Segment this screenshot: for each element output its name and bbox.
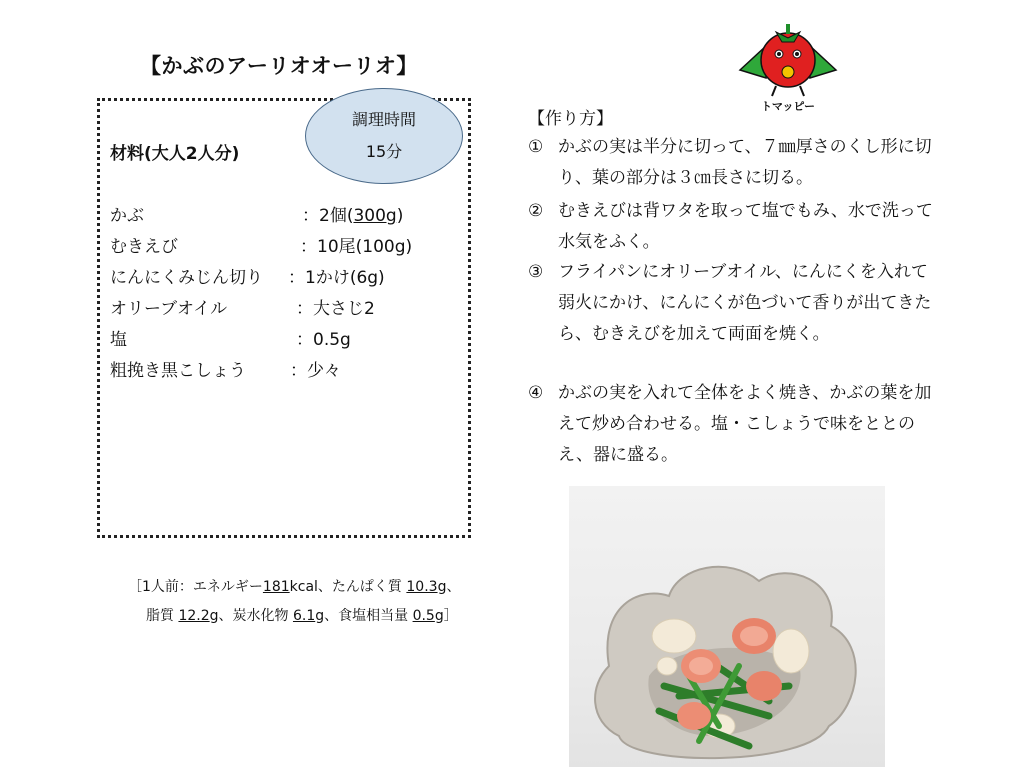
recipe-title: 【かぶのアーリオオーリオ】 <box>140 54 418 78</box>
cook-time-value: 15分 <box>365 142 403 161</box>
cook-time-badge <box>305 88 463 184</box>
step-text: かぶの実を入れて全体をよく焼き、かぶの葉を加えて炒め合わせる。塩・こしょうで味をととのえ、器に盛る。 <box>558 383 932 465</box>
nutrition-line-1: ［1人前：エネルギー181kcal、たんぱく質 10.3g、 <box>128 579 461 595</box>
step-text: フライパンにオリーブオイル、にんにくを入れて弱火にかけ、にんにくが色づいて香りが出てきたら、むきえびを加えて両面を焼く。 <box>558 262 932 344</box>
cook-time-label: 調理時間 <box>351 110 416 129</box>
ingredient-name: オリーブオイル <box>110 299 228 319</box>
ingredient-amount: ：0.5g <box>296 330 351 350</box>
steps-heading: 【作り方】 <box>528 109 613 129</box>
ingredient-amount: ：大さじ2 <box>296 299 375 319</box>
nutrition-protein: 10.3 <box>406 579 438 595</box>
ingredient-name: かぶ <box>110 206 144 226</box>
step-number: ③ <box>528 262 544 282</box>
step-text: かぶの実は半分に切って、７㎜厚さのくし形に切り、葉の部分は３㎝長さに切る。 <box>558 137 932 188</box>
nutrition-carbs: 6.1 <box>292 608 316 624</box>
ingredient-amount: ：10尾(100g) <box>300 237 413 257</box>
ingredient-name: にんにくみじん切り <box>110 268 263 288</box>
ingredients-heading: 材料(大人2人分) <box>110 144 240 164</box>
dish-photo <box>569 486 885 767</box>
ingredient-name: むきえび <box>110 237 178 257</box>
step-text: むきえびは背ワタを取って塩でもみ、水で洗って水気をふく。 <box>558 201 933 252</box>
step-number: ④ <box>528 383 544 403</box>
ingredient-name: 粗挽き黒こしょう <box>110 361 246 381</box>
nutrition-line-2: 脂質 12.2g、炭水化物 6.1g、食塩相当量 0.5g］ <box>146 608 458 624</box>
step-number: ② <box>528 201 544 221</box>
ingredient-amount: ：少々 <box>290 361 341 381</box>
nutrition-fat: 12.2 <box>178 608 210 624</box>
tomato-mascot-icon <box>736 16 840 116</box>
ingredient-name: 塩 <box>110 330 127 350</box>
nutrition-energy: 181 <box>262 579 290 595</box>
step-number: ① <box>528 137 544 157</box>
mascot-name: トマッピー <box>760 100 816 113</box>
nutrition-salt: 0.5 <box>412 608 435 624</box>
ingredient-amount: ：1かけ(6g) <box>288 268 385 288</box>
ingredient-amount: ：2個(300g) <box>302 206 404 226</box>
